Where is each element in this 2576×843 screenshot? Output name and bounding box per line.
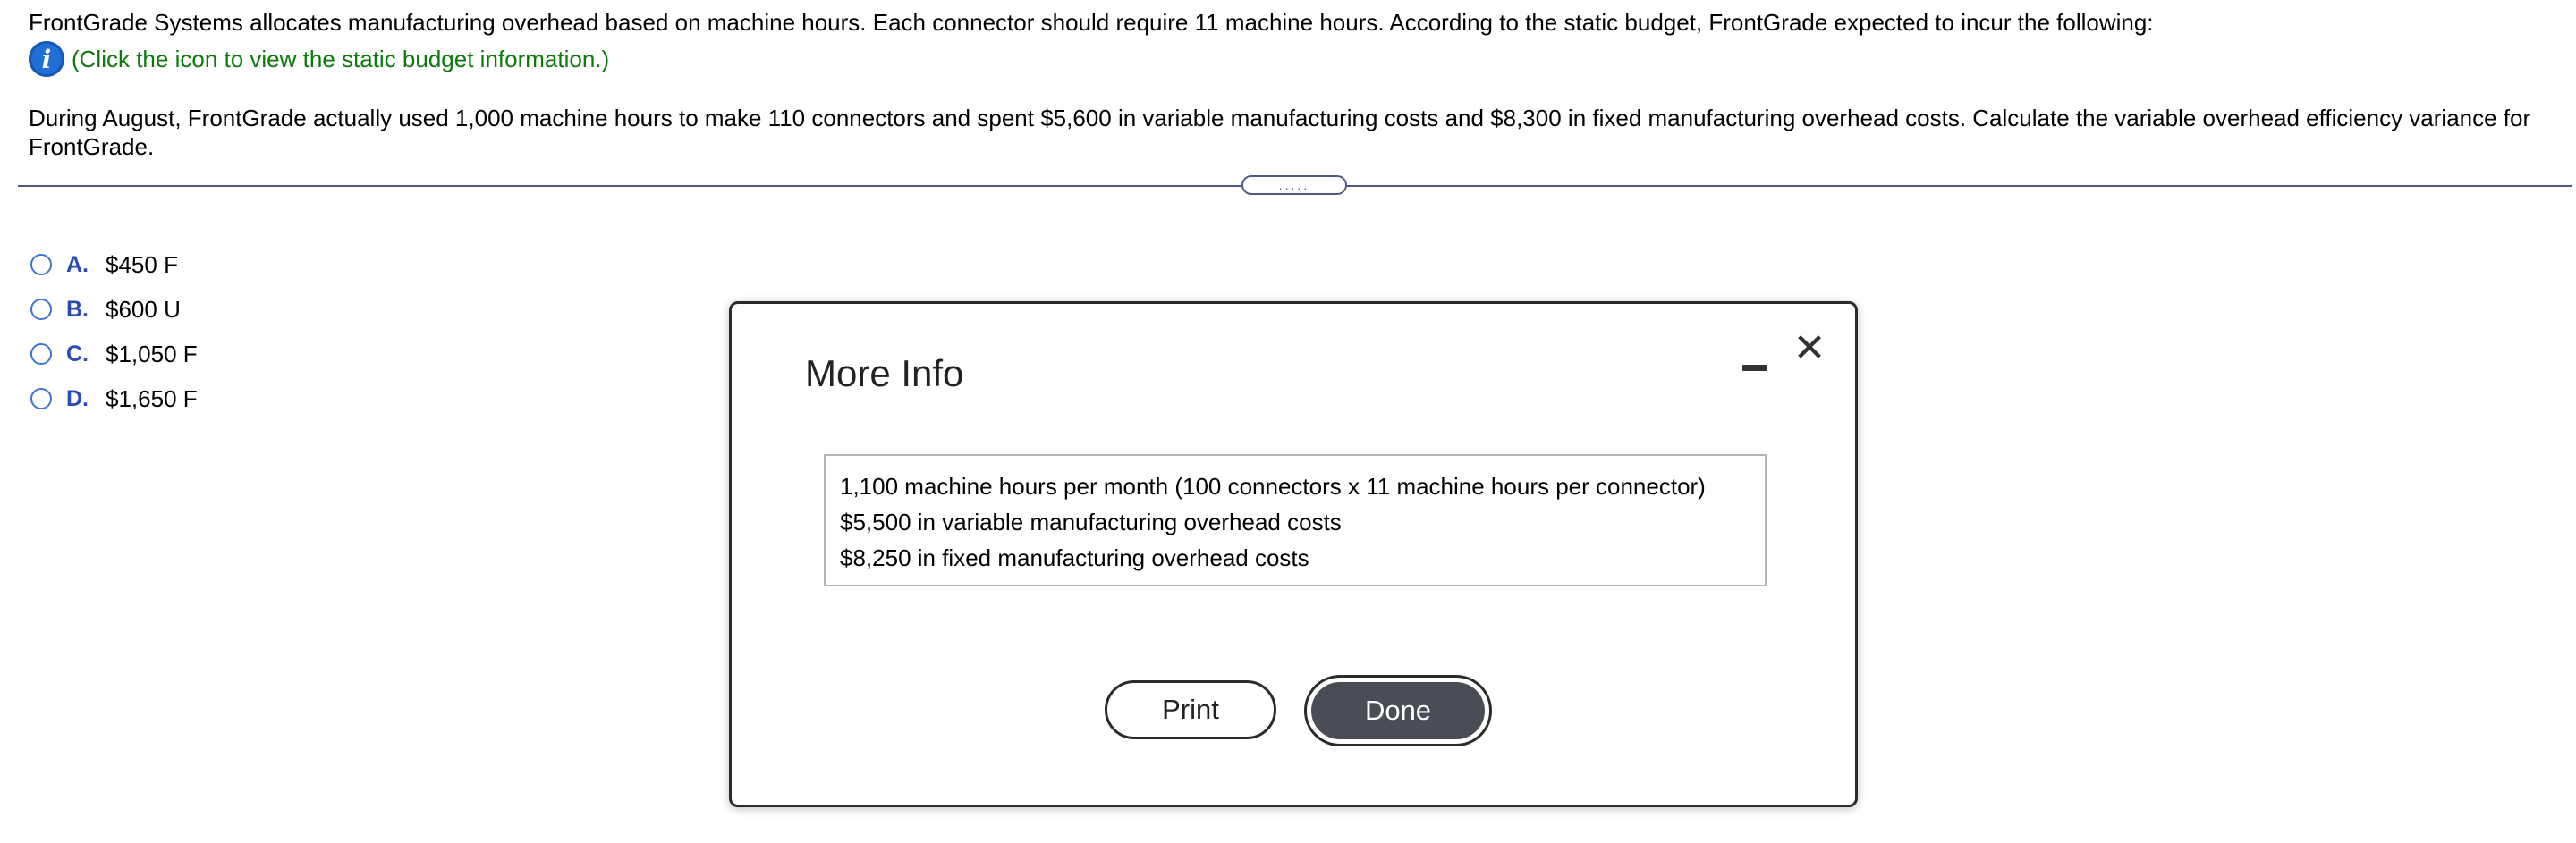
radio-button[interactable] bbox=[30, 343, 52, 365]
done-button[interactable] bbox=[1304, 675, 1492, 746]
minimize-bar bbox=[1742, 365, 1767, 371]
print-button[interactable]: Print bbox=[1105, 680, 1276, 739]
radio-button[interactable] bbox=[30, 299, 52, 320]
radio-button[interactable] bbox=[30, 254, 52, 275]
radio-button[interactable] bbox=[30, 388, 52, 409]
choice-a[interactable] bbox=[30, 242, 198, 287]
choice-text: $1,050 F bbox=[106, 340, 198, 367]
dialog-title: More Info bbox=[805, 352, 964, 394]
answer-choices bbox=[30, 242, 198, 421]
budget-line: $8,250 in fixed manufacturing overhead costs bbox=[840, 544, 1309, 571]
choice-letter: C. bbox=[66, 341, 89, 367]
choice-text: $600 U bbox=[106, 295, 181, 323]
choice-c[interactable] bbox=[30, 332, 198, 376]
minimize-icon[interactable] bbox=[1742, 349, 1769, 375]
choice-letter: A. bbox=[66, 251, 89, 277]
done-button-label: Done bbox=[1311, 682, 1485, 739]
choice-text: $450 F bbox=[106, 250, 178, 278]
info-icon[interactable]: i bbox=[29, 41, 64, 77]
budget-info-box bbox=[824, 454, 1767, 586]
question-body: During August, FrontGrade actually used 1,000 machine hours to make 110 connectors and spent $5,600 in variable manufacturing costs and $8,300 in fixed manufacturing overhead costs. Calculate the variable overhead efficiency variance for FrontGrade. bbox=[29, 105, 2531, 160]
choice-letter: B. bbox=[66, 296, 89, 322]
choice-letter: D. bbox=[66, 385, 89, 411]
choice-d[interactable] bbox=[30, 376, 198, 421]
choice-b[interactable] bbox=[30, 287, 198, 332]
budget-line: $5,500 in variable manufacturing overhead costs bbox=[840, 509, 1342, 535]
more-info-dialog bbox=[729, 301, 1858, 807]
expand-toggle[interactable]: ..... bbox=[1241, 175, 1347, 195]
choice-text: $1,650 F bbox=[106, 384, 198, 412]
info-line bbox=[29, 41, 609, 77]
close-icon[interactable]: ✕ bbox=[1792, 325, 1826, 371]
question-intro: FrontGrade Systems allocates manufacturing overhead based on machine hours. Each connector should require 11 machine hours. According to the static budget, FrontGrade expected to incur the following: bbox=[29, 9, 2154, 36]
static-budget-link[interactable]: (Click the icon to view the static budget information.) bbox=[72, 45, 610, 72]
budget-line: 1,100 machine hours per month (100 connectors x 11 machine hours per connector) bbox=[840, 473, 1706, 500]
